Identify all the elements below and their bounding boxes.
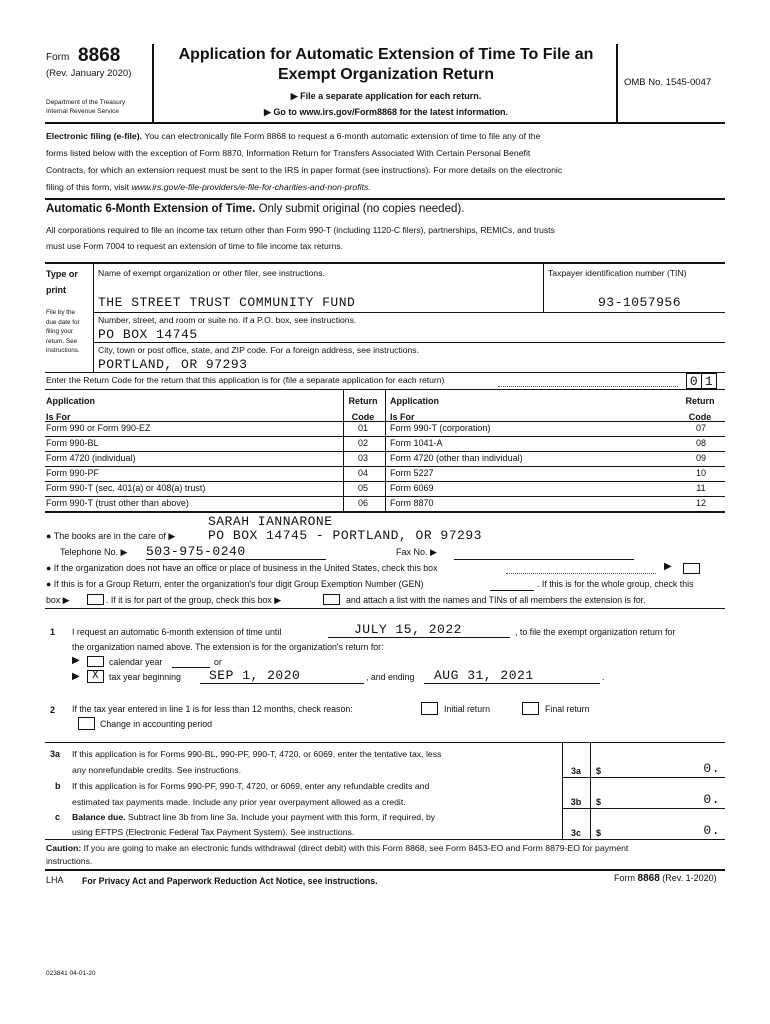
line1-text3: the organization named above. The extension is for the organization's return for: xyxy=(72,642,384,652)
group-return-text: ● If this is for a Group Return, enter the organization's four digit Group Exemption Number (GEN) xyxy=(46,579,424,589)
table-row: Form 990-PF 04 Form 5227 10 xyxy=(45,466,725,482)
telephone-underline xyxy=(146,559,326,560)
auto-heading-bold: Automatic 6-Month Extension of Time. xyxy=(46,203,256,215)
return-code-digit-2[interactable]: 1 xyxy=(701,373,717,389)
fax-underline xyxy=(454,559,634,560)
table-row: Form 990-T (trust other than above) 06 Form 8870 12 xyxy=(45,496,725,513)
efile-line2: forms listed below with the exception of Form 8870, Information Return for Transfers Associated With Certain Personal Benefit xyxy=(46,148,531,158)
name-label: Name of exempt organization or other filer, see instructions. xyxy=(98,268,325,278)
street-field[interactable]: PO BOX 14745 xyxy=(98,327,198,342)
line3c-dollar: $ xyxy=(596,828,602,838)
org-name-field[interactable]: THE STREET TRUST COMMUNITY FUND xyxy=(98,295,356,310)
table-head-app-right: Application Is For xyxy=(390,396,439,422)
tax-year-end-underline xyxy=(424,683,600,684)
line3-label-col-right xyxy=(590,742,591,839)
line3b-dollar: $ xyxy=(596,797,602,807)
subtitle-1: ▶ File a separate application for each return. xyxy=(290,91,482,101)
footer-form-id xyxy=(614,873,717,884)
group-attach-text: and attach a list with the names and TINs of all members the extension is for. xyxy=(346,595,646,605)
line3-label-col-left xyxy=(562,742,563,839)
table-row: Form 990-T (sec. 401(a) or 408(a) trust) 05 Form 6069 11 xyxy=(45,481,725,497)
title-line1: Application for Automatic Extension of Time To File an xyxy=(178,46,594,63)
auto-heading xyxy=(46,203,464,215)
return-code-digit-1[interactable]: 0 xyxy=(686,373,702,389)
change-accounting-label: Change in accounting period xyxy=(100,719,212,729)
subtitle-2: ▶ Go to www.irs.gov/Form8868 for the latest information. xyxy=(263,107,509,117)
line3a-text2: any nonrefundable credits. See instructions. xyxy=(72,765,242,775)
telephone-field[interactable]: 503-975-0240 xyxy=(146,544,246,559)
footer-form-word: Form xyxy=(614,873,635,883)
line3b-text1: If this application is for Forms 990-PF, 990-T, 4720, or 6069, enter any refundable credits and xyxy=(72,781,430,791)
calendar-year-field[interactable] xyxy=(172,667,210,668)
group-box-label: box ▶ xyxy=(46,595,70,605)
telephone-label: Telephone No. ▶ xyxy=(60,547,128,557)
efile-line1: You can electronically file Form 8868 to request a 6-month automatic extension of time to file any of the xyxy=(144,131,541,141)
form-label: Form xyxy=(46,52,70,63)
dept-line1: Department of the Treasury xyxy=(46,99,126,106)
privacy-notice: For Privacy Act and Paperwork Reduction Act Notice, see instructions. xyxy=(82,876,378,886)
type-or-label: Type or xyxy=(46,269,78,279)
calendar-year-label: calendar year xyxy=(109,657,163,667)
line3a-text1: If this application is for Forms 990-BL, 990-PF, 990-T, 4720, or 6069, enter the tentative tax, less xyxy=(72,749,442,759)
line3c-text1-rest: Subtract line 3b from line 3a. Include your payment with this form, if required, by xyxy=(128,812,436,822)
caution-text xyxy=(46,842,726,868)
return-code-leader xyxy=(498,386,678,387)
org-row2-rule xyxy=(93,342,725,343)
tax-year-begin-underline xyxy=(200,683,364,684)
line3b-rule xyxy=(562,808,725,809)
auto-heading-rest: Only submit original (no copies needed). xyxy=(258,203,465,215)
line3-bottom-rule xyxy=(45,839,725,840)
line3c-text1 xyxy=(72,812,435,822)
initial-return-label: Initial return xyxy=(444,704,490,714)
final-return-checkbox[interactable] xyxy=(522,702,539,715)
line2-text: If the tax year entered in line 1 is for less than 12 months, check reason: xyxy=(72,704,353,714)
tax-year-end-field[interactable]: AUG 31, 2021 xyxy=(434,668,534,683)
balance-due-label: Balance due. xyxy=(72,812,126,822)
initial-return-checkbox[interactable] xyxy=(421,702,438,715)
return-code-label: Enter the Return Code for the return that this application is for (file a separate application for each return) xyxy=(46,375,445,385)
org-left-divider xyxy=(93,263,94,372)
tax-year-label: tax year beginning xyxy=(109,672,181,682)
tin-label: Taxpayer identification number (TIN) xyxy=(548,268,687,278)
efile-url[interactable]: www.irs.gov/e-file-providers/e-file-for-charities-and-non-profits. xyxy=(131,182,371,192)
caution-bottom-rule xyxy=(45,869,725,871)
line3a-number: 3a xyxy=(50,749,61,759)
form-code: 023841 04-01-20 xyxy=(46,970,96,977)
street-label: Number, street, and room or suite no. If a P.O. box, see instructions. xyxy=(98,315,357,325)
table-head-code-left: Return Code xyxy=(348,396,378,422)
no-office-arrow-icon: ▶ xyxy=(664,561,672,572)
extension-date-underline xyxy=(328,637,510,638)
caution-text2: instructions. xyxy=(46,856,93,866)
org-row1-rule xyxy=(93,312,725,313)
line3c-amount[interactable]: 0. xyxy=(703,823,720,838)
print-label: print xyxy=(46,285,66,295)
title-line2: Exempt Organization Return xyxy=(277,66,495,83)
line3a-label: 3a xyxy=(570,766,581,776)
table-row: Form 4720 (individual) 03 Form 4720 (other than individual) 09 xyxy=(45,451,725,467)
fax-label: Fax No. ▶ xyxy=(396,547,437,557)
group-part-text: . If it is for part of the group, check this box ▶ xyxy=(106,595,281,605)
footer-rev: (Rev. 1-2020) xyxy=(662,873,717,883)
line3c-text2: using EFTPS (Electronic Federal Tax Payment System). See instructions. xyxy=(72,827,355,837)
line1-number: 1 xyxy=(50,627,56,637)
tax-year-checkbox[interactable]: X xyxy=(87,670,104,683)
efile-bottom-rule xyxy=(45,198,725,200)
or-label: or xyxy=(214,657,222,667)
care-of-name[interactable]: SARAH IANNARONE xyxy=(208,514,333,529)
taxyear-arrow-icon: ▶ xyxy=(72,671,80,682)
city-field[interactable]: PORTLAND, OR 97293 xyxy=(98,357,248,372)
whole-group-checkbox[interactable] xyxy=(87,594,104,605)
gen-field[interactable] xyxy=(490,590,534,591)
no-office-leader xyxy=(506,573,656,574)
omb-number: OMB No. 1545-0047 xyxy=(624,77,712,88)
care-of-address[interactable]: PO BOX 14745 - PORTLAND, OR 97293 xyxy=(208,528,482,543)
line3a-rule xyxy=(562,777,725,778)
extension-date-field[interactable]: JULY 15, 2022 xyxy=(354,622,462,637)
change-accounting-checkbox[interactable] xyxy=(78,717,95,730)
caution-label: Caution: xyxy=(46,843,82,853)
auto-line2: must use Form 7004 to request an extension of time to file income tax returns. xyxy=(46,241,344,251)
line3b-number: b xyxy=(55,781,61,791)
efile-line3: Contracts, for which an extension request must be sent to the IRS in paper format (see instructions). For more details on the electronic xyxy=(46,165,563,175)
table-row: Form 990 or Form 990-EZ 01 Form 990-T (corporation) 07 xyxy=(45,421,725,437)
efile-paragraph xyxy=(46,128,726,196)
table-head-app: Application Is For xyxy=(46,396,95,422)
footer-form-number: 8868 xyxy=(637,873,660,884)
group-whole-text: . If this is for the whole group, check this xyxy=(537,579,694,589)
auto-line1: All corporations required to file an income tax return other than Form 990-T (including 1120-C filers), partnerships, REMICs, and trusts xyxy=(46,225,555,235)
line1-text2: , to file the exempt organization return for xyxy=(515,627,676,637)
line3c-label: 3c xyxy=(570,828,581,838)
header-divider-left xyxy=(152,44,154,122)
line1-text: I request an automatic 6-month extension of time until xyxy=(72,627,282,637)
table-row: Form 990-BL 02 Form 1041-A 08 xyxy=(45,436,725,452)
org-bottom-rule xyxy=(45,372,725,373)
header-bottom-rule xyxy=(45,122,725,124)
line2-number: 2 xyxy=(50,705,56,715)
ending-label: , and ending xyxy=(366,672,415,682)
tin-field[interactable]: 93-1057956 xyxy=(598,295,682,310)
city-label: City, town or post office, state, and ZIP code. For a foreign address, see instructions. xyxy=(98,345,419,355)
calendar-year-checkbox[interactable] xyxy=(87,656,104,667)
no-office-text: ● If the organization does not have an office or place of business in the United States, check this box xyxy=(46,563,438,573)
no-office-checkbox[interactable] xyxy=(683,563,700,574)
line3b-text2: estimated tax payments made. Include any prior year overpayment allowed as a credit. xyxy=(72,797,406,807)
table-head-code-right: Return Code xyxy=(685,396,715,422)
auto-bottom-rule xyxy=(45,262,725,264)
dept-line2: Internal Revenue Service xyxy=(46,108,119,115)
part-group-checkbox[interactable] xyxy=(323,594,340,605)
books-bottom-rule xyxy=(45,608,725,609)
line3c-number: c xyxy=(55,812,61,822)
ending-period: . xyxy=(602,672,605,682)
revision: (Rev. January 2020) xyxy=(46,68,132,79)
line3a-amount[interactable]: 0. xyxy=(703,761,720,776)
calendar-arrow-icon: ▶ xyxy=(72,655,80,666)
form-number: 8868 xyxy=(78,45,121,66)
line3b-amount[interactable]: 0. xyxy=(703,792,720,807)
line3b-label: 3b xyxy=(570,797,582,807)
file-by-note: File by the due date for filing your return. See instructions. xyxy=(46,309,80,354)
efile-line4: filing of this form, visit xyxy=(46,182,130,192)
efile-bold: Electronic filing (e-file). xyxy=(46,131,143,141)
header-divider-right xyxy=(616,44,618,122)
caution-text1: If you are going to make an electronic funds withdrawal (direct debit) with this Form 8868, see Form 8453-EO and Form 8879-EO for payment xyxy=(83,843,629,853)
org-tin-divider xyxy=(543,263,544,313)
line3a-dollar: $ xyxy=(596,766,602,776)
line2-bottom-rule xyxy=(45,742,725,743)
tax-year-begin-field[interactable]: SEP 1, 2020 xyxy=(209,668,301,683)
final-return-label: Final return xyxy=(545,704,590,714)
lha-label: LHA xyxy=(46,875,64,885)
care-of-label: ● The books are in the care of ▶ xyxy=(46,531,176,541)
